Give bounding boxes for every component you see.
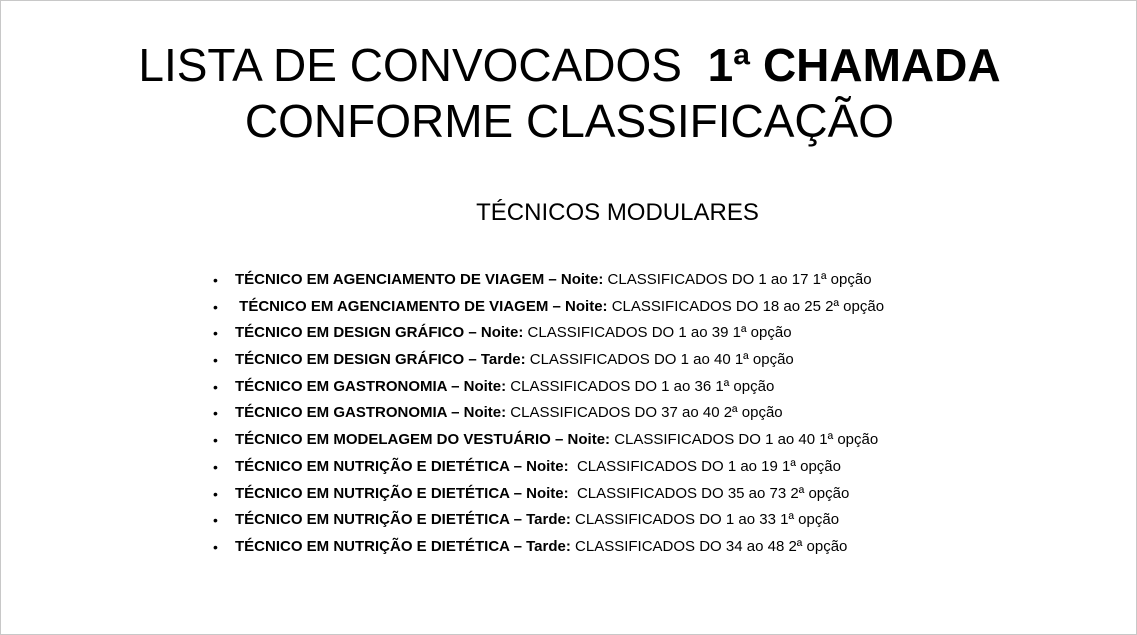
list-item: [209, 507, 1089, 534]
course-shift: Noite:: [480, 324, 524, 342]
course-classification: CLASSIFICADOS DO 1 ao 39 1ª opção: [523, 324, 792, 342]
course-name: TÉCNICO EM GASTRONOMIA –: [235, 404, 464, 422]
list-item: [209, 454, 1089, 481]
section-subtitle: TÉCNICOS MODULARES: [476, 199, 759, 226]
course-name: TÉCNICO EM AGENCIAMENTO DE VIAGEM –: [235, 297, 566, 315]
list-item: [209, 481, 1089, 508]
course-name: TÉCNICO EM NUTRIÇÃO E DIETÉTICA –: [235, 537, 527, 555]
list-item: [209, 267, 1089, 294]
list-item: [209, 347, 1089, 374]
course-name: TÉCNICO EM MODELAGEM DO VESTUÁRIO –: [235, 431, 568, 449]
course-classification: CLASSIFICADOS DO 1 ao 40 1ª opção: [525, 351, 794, 369]
list-item: [209, 427, 1089, 454]
bullet-icon: •: [213, 538, 218, 555]
course-classification: CLASSIFICADOS DO 1 ao 33 1ª opção: [570, 511, 840, 529]
title-call-number: 1ª CHAMADA: [707, 39, 1001, 91]
course-classification: CLASSIFICADOS DO 1 ao 40 1ª opção: [610, 431, 879, 449]
course-classification: CLASSIFICADOS DO 1 ao 17 1ª opção: [603, 271, 872, 288]
course-classification: CLASSIFICADOS DO 35 ao 73 2ª opção: [568, 484, 850, 502]
course-name: TÉCNICO EM DESIGN GRÁFICO –: [235, 351, 481, 369]
bullet-icon: •: [213, 458, 218, 475]
list-item: [209, 400, 1089, 427]
bullet-icon: •: [213, 405, 218, 422]
course-name: TÉCNICO EM NUTRIÇÃO E DIETÉTICA –: [235, 484, 527, 502]
list-item: [209, 320, 1089, 347]
course-classification: CLASSIFICADOS DO 37 ao 40 2ª opção: [506, 404, 783, 422]
list-item: [209, 294, 1089, 321]
course-name: TÉCNICO EM NUTRIÇÃO E DIETÉTICA –: [235, 457, 527, 475]
course-classification: CLASSIFICADOS DO 34 ao 48 2ª opção: [570, 537, 848, 555]
course-name: TÉCNICO EM AGENCIAMENTO DE VIAGEM –: [235, 271, 561, 288]
list-item: [209, 374, 1089, 401]
bullet-icon: •: [213, 272, 218, 288]
course-shift: Noite:: [526, 457, 569, 475]
bullet-icon: •: [213, 485, 218, 502]
course-shift: Tarde:: [526, 511, 571, 529]
course-shift: Noite:: [565, 297, 608, 315]
page-title: [1, 37, 1137, 149]
bullet-icon: •: [213, 512, 218, 529]
course-shift: Tarde:: [526, 537, 571, 555]
course-shift: Noite:: [560, 271, 604, 288]
course-shift: Noite:: [567, 431, 611, 449]
course-shift: Tarde:: [480, 351, 526, 369]
course-name: TÉCNICO EM NUTRIÇÃO E DIETÉTICA –: [235, 511, 527, 529]
bullet-icon: •: [213, 352, 218, 369]
bullet-icon: •: [213, 378, 218, 395]
bullet-icon: •: [213, 298, 218, 315]
course-classification: CLASSIFICADOS DO 1 ao 19 1ª opção: [568, 457, 841, 475]
course-shift: Noite:: [526, 484, 569, 502]
bullet-icon: •: [213, 432, 218, 449]
course-shift: Noite:: [463, 404, 507, 422]
course-classification: CLASSIFICADOS DO 1 ao 36 1ª opção: [506, 377, 775, 395]
bullet-icon: •: [213, 325, 218, 342]
course-list: [209, 267, 1089, 561]
title-line-1: [1, 37, 1137, 93]
course-name: TÉCNICO EM GASTRONOMIA –: [235, 377, 464, 395]
title-line-2: CONFORME CLASSIFICAÇÃO: [244, 95, 895, 147]
title-text: LISTA DE CONVOCADOS: [138, 39, 708, 91]
course-classification: CLASSIFICADOS DO 18 ao 25 2ª opção: [607, 297, 885, 315]
course-shift: Noite:: [463, 377, 507, 395]
course-name: TÉCNICO EM DESIGN GRÁFICO –: [235, 324, 481, 342]
list-item: [209, 534, 1089, 561]
